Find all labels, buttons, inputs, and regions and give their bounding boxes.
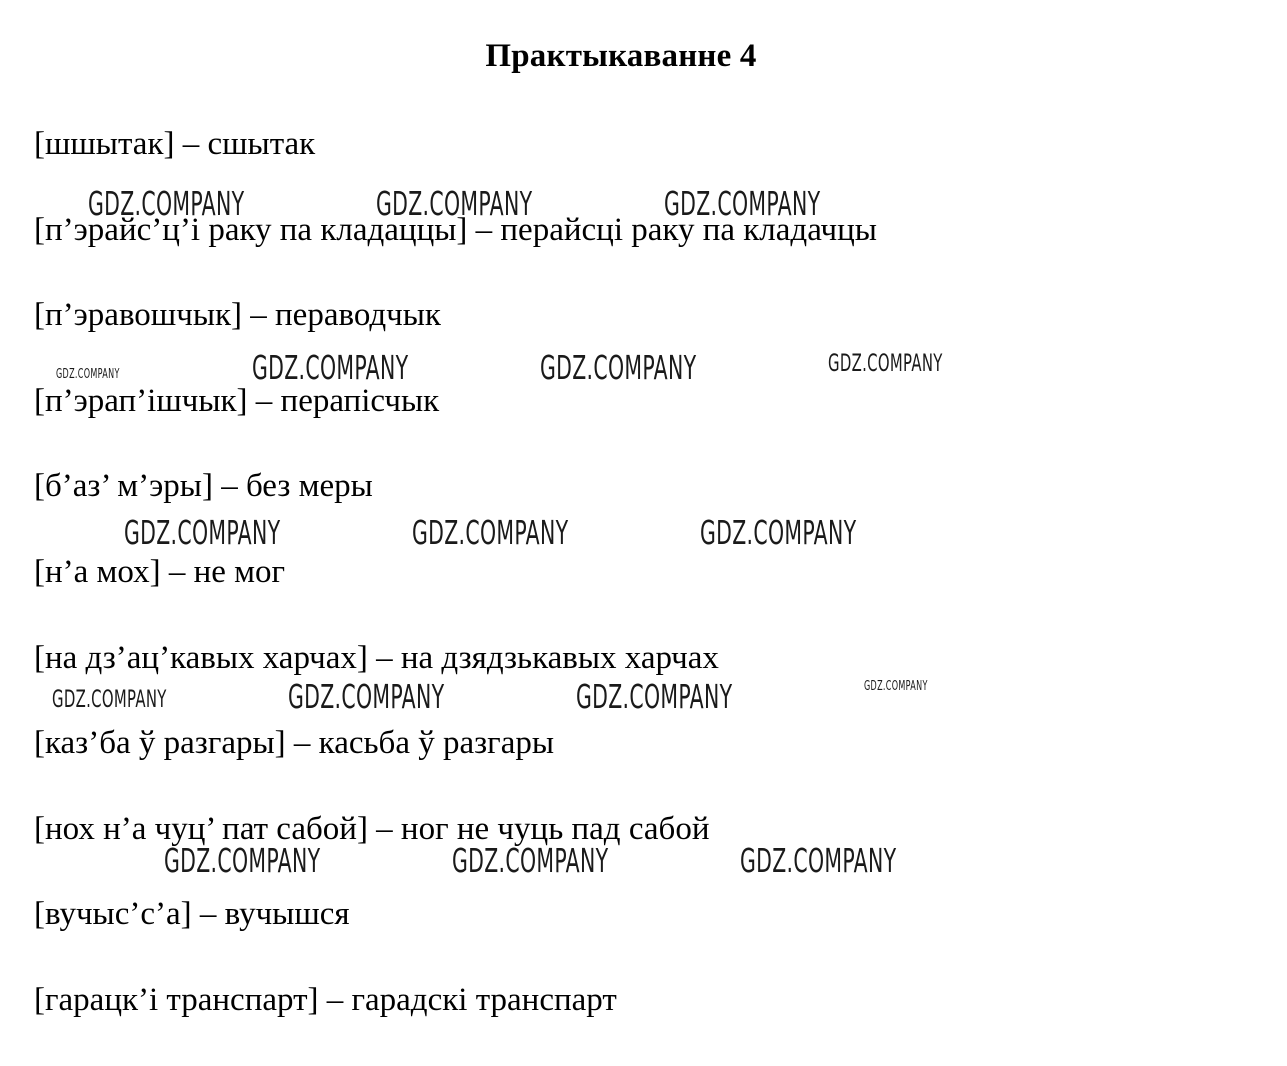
exercise-line: [вучыс’с’а] – вучышся — [34, 896, 350, 933]
exercise-line: [н’а мох] – не мог — [34, 553, 286, 590]
exercise-line: [п’эравошчык] – пераводчык — [34, 297, 441, 334]
watermark: GDZ.COMPANY — [164, 841, 321, 880]
watermark: GDZ.COMPANY — [452, 841, 609, 880]
watermark: GDZ.COMPANY — [828, 349, 943, 377]
exercise-line: [каз’ба ў разгары] – касьба ў разгары — [34, 725, 555, 762]
watermark: GDZ.COMPANY — [700, 513, 857, 552]
exercise-line: [шшытак] – сшытак — [34, 126, 316, 162]
watermark: GDZ.COMPANY — [740, 841, 897, 880]
watermark: GDZ.COMPANY — [540, 348, 697, 387]
exercise-line: [нох н’а чуц’ пат сабой] – ног не чуць пад сабой — [34, 810, 710, 847]
watermark: GDZ.COMPANY — [664, 184, 821, 223]
exercise-line: [на дз’ац’кавых харчах] – на дзядзькавых харчах — [34, 639, 719, 676]
exercise-line: [гарацк’і транспарт] – гарадскі транспарт — [34, 981, 617, 1018]
watermark: GDZ.COMPANY — [576, 677, 733, 716]
exercise-list — [34, 124, 877, 1066]
watermark: GDZ.COMPANY — [288, 677, 445, 716]
exercise-line: [п’эрап’ішчык] – перапісчык — [34, 382, 440, 419]
exercise-line: [б’аз’ м’эры] – без меры — [34, 468, 373, 505]
watermark: GDZ.COMPANY — [412, 513, 569, 552]
exercise-line: [п’эрайс’ц’і раку па кладаццы] – перайсці раку па кладачцы — [34, 211, 877, 248]
watermark: GDZ.COMPANY — [376, 184, 533, 223]
watermark: GDZ.COMPANY — [56, 367, 120, 382]
watermark: GDZ.COMPANY — [864, 679, 928, 694]
page-title: Практыкаванне 4 — [485, 38, 757, 74]
watermark: GDZ.COMPANY — [252, 348, 409, 387]
watermark: GDZ.COMPANY — [88, 184, 245, 223]
watermark: GDZ.COMPANY — [124, 513, 281, 552]
watermark: GDZ.COMPANY — [52, 685, 167, 713]
